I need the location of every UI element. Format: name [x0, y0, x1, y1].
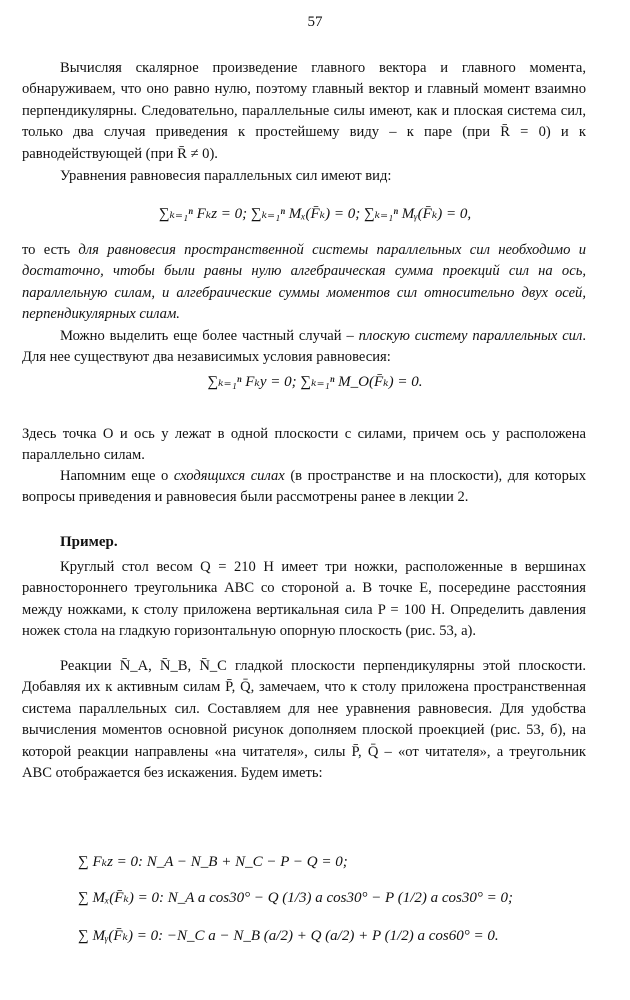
planar-case-lead: Можно выделить еще более частный случай –	[60, 328, 359, 344]
planar-case-italic: плоскую систему параллельных сил	[358, 328, 583, 344]
converging-italic: сходящихся силах	[173, 468, 285, 484]
page-number: 57	[307, 14, 323, 30]
paragraph-equilibrium-intro: Уравнения равновесия параллельных сил имеют вид:	[60, 168, 392, 184]
equation-moment-x: ∑ Mₓ(F̄ₖ) = 0: N_A a cos30° − Q (1/3) a cos30° − P (1/2) a cos30° = 0;	[78, 890, 513, 906]
paragraph-reactions: Реакции N̄_A, N̄_B, N̄_C гладкой плоскости перпендикулярны этой плоскости. Добавляя их к активным силам P̄, Q̄, замечаем, что к столу приложена пространственная система параллельных сил. Составляем для нее уравнения равновесия. Для удобства вычисления моментов основной рисунок дополняем плоской проекцией (рис. 53, б), на которой реакции направлены «на читателя», силы P̄, Q̄ – «от читателя», а треугольник ABC отображается без искажения. Будем иметь:	[22, 658, 586, 782]
equation-sum-forces-z: ∑ Fₖz = 0: N_A − N_B + N_C − P − Q = 0;	[78, 854, 348, 870]
paragraph-example-statement: Круглый стол весом Q = 210 Н имеет три ножки, расположенные в вершинах равностороннего треугольника ABC со стороной a. В точке E, посередине расстояния между ножками, к столу приложена вертикальная сила P = 100 Н. Определить давления ножек стола на гладкую горизонтальную опорную плоскость (рис. 53, а).	[22, 559, 586, 640]
paragraph-converging-forces	[22, 466, 586, 509]
paragraph-scalar-product: Вычисляя скалярное произведение главного вектора и главного момента, обнаруживаем, что оно равно нулю, поэтому главный вектор и главный момент взаимно перпендикулярны. Следовательно, параллельные силы имеют, как и плоская система сил, только два случая приведения к простейшему виду – к паре (при R̄ = 0) и к равнодействующей (при R̄ ≠ 0).	[22, 60, 586, 162]
planar-case-tail: . Для нее существуют два независимых условия равновесия:	[22, 328, 586, 366]
paragraph-equilibrium-condition	[22, 240, 586, 326]
converging-tail: (в пространстве и на плоскости), для которых вопросы приведения и равновесия были рассмотрены ранее в лекции 2.	[22, 468, 586, 506]
equation-planar-forces: ∑ₖ₌₁ⁿ Fₖy = 0; ∑ₖ₌₁ⁿ M_O(F̄ₖ) = 0.	[207, 374, 423, 390]
paragraph-lead-text: то есть	[22, 242, 79, 258]
equation-moment-y: ∑ Mᵧ(F̄ₖ) = 0: −N_C a − N_B (a/2) + Q (a/2) + P (1/2) a cos60° = 0.	[78, 928, 499, 944]
converging-lead: Напомним еще о	[60, 468, 174, 484]
example-heading: Пример.	[60, 534, 118, 550]
paragraph-point-axis: Здесь точка O и ось y лежат в одной плоскости с силами, причем ось y расположена параллельно силам.	[22, 426, 586, 464]
equation-parallel-forces: ∑ₖ₌₁ⁿ Fₖz = 0; ∑ₖ₌₁ⁿ Mₓ(F̄ₖ) = 0; ∑ₖ₌₁ⁿ Mᵧ(F̄ₖ) = 0,	[158, 206, 472, 222]
equilibrium-condition-italic: для равновесия пространственной системы параллельных сил необходимо и достаточно, чтобы были равны нулю алгебраическая сумма проекций сил на ось, параллельную силам, и алгебраические суммы моментов сил относительно двух осей, перпендикулярных силам.	[22, 242, 586, 323]
paragraph-planar-case	[22, 326, 586, 369]
